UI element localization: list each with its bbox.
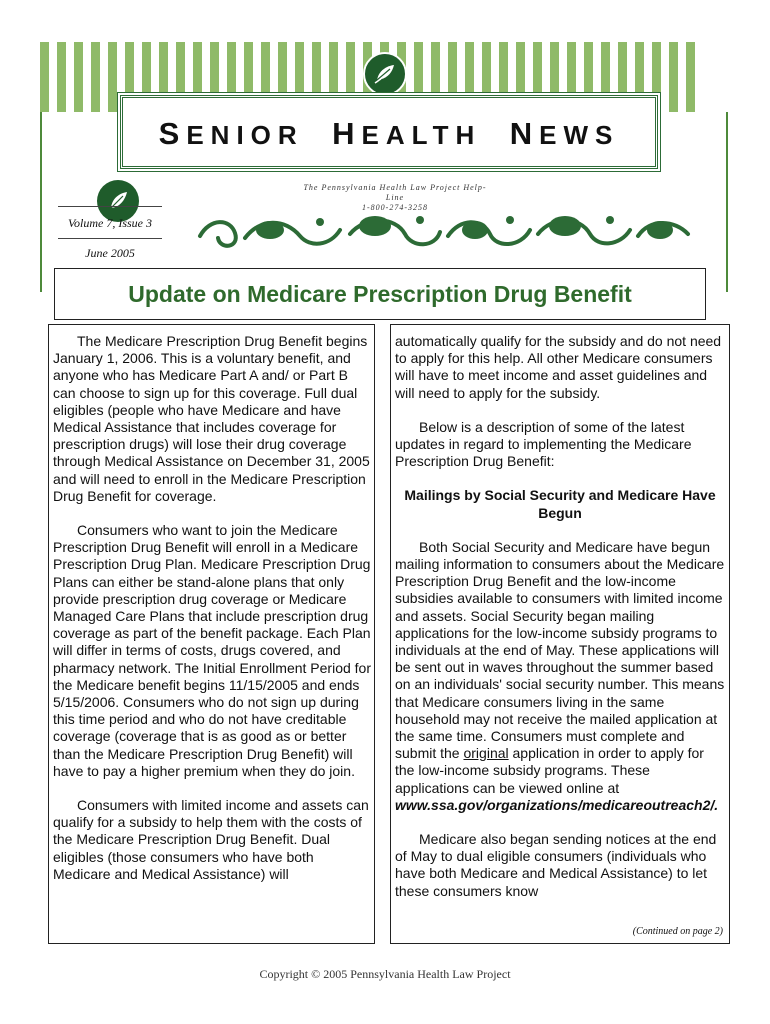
title-initial-n: N <box>509 116 540 151</box>
title-initial-s: S <box>158 116 187 151</box>
issue-date: June 2005 <box>85 246 135 260</box>
article-column-left <box>48 324 375 944</box>
paragraph: Medicare also began sending notices at the end of May to dual eligible consumers (individuals who have both Medicare and Medical Assistance) to let these consumers know <box>395 831 717 899</box>
frame-right-rule <box>726 112 728 292</box>
title-initial-h: H <box>332 116 362 151</box>
helpline-number: 1-800-274-3258 <box>362 203 428 212</box>
paragraph-text: Both Social Security and Medicare have begun mailing information to consumers about the Medicare Prescription Drug Benefit and the low-income subsidies available to consumers with limited income and assets. Social Security began mailing applications for the low-income subsidy programs to individuals at the end of May. These applications will be sent out in waves throughout the summer based on an individuals' social security number. This means that Medicare consumers living in the same household may not receive the mailed application at the same time. Consumers must complete and submit the <box>395 538 725 762</box>
title-word-senior: ENIOR <box>186 120 304 150</box>
masthead-title <box>123 116 655 152</box>
frame-left-rule <box>40 112 42 292</box>
banner-stripe <box>40 42 49 112</box>
paragraph: The Medicare Prescription Drug Benefit begins January 1, 2006. This is a voluntary benefit, and anyone who has Medicare Part A and/ or Part B can choose to sign up for this coverage. Full dual eligibles (people who have Medicare and have Medical Assistance that includes coverage for prescription drugs) will lose their drug coverage through Medical Assistance on December 31, 2005 and will need to enroll in the Medicare Prescription Drug Benefit for coverage. <box>53 333 370 504</box>
continued-note: (Continued on page 2) <box>632 926 723 937</box>
banner-stripe <box>57 42 66 112</box>
banner-stripe <box>108 42 117 112</box>
title-word-health: EALTH <box>361 120 482 150</box>
ssa-web-link[interactable]: www.ssa.gov/organizations/medicareoutreach2/. <box>395 796 719 813</box>
copyright-footer: Copyright © 2005 Pennsylvania Health Law Project <box>259 967 511 981</box>
issue-volume: Volume 7, Issue 3 <box>68 216 152 230</box>
divider <box>58 238 162 239</box>
divider <box>58 206 162 207</box>
leaf-logo-icon <box>363 52 407 96</box>
article-column-right <box>390 324 730 944</box>
paragraph: Consumers with limited income and assets can qualify for a subsidy to help them with the costs of the Medicare Prescription Drug Benefit. Dual eligibles (those consumers who have both Medicare and Medical Assistance) will <box>53 797 369 882</box>
article-headline: Update on Medicare Prescription Drug Benefit <box>128 281 632 307</box>
paragraph: Consumers who want to join the Medicare Prescription Drug Benefit will enroll in a Medicare Prescription Drug Plan. Medicare Prescription Drug Plans can either be stand-alone plans that only provide prescription drug coverage or Medicare Managed Care Plans that include prescription drug coverage as part of the benefit package. Each Plan will differ in terms of costs, drugs covered, and pharmacy network. The Initial Enrollment Period for the Medicare benefit begins 11/15/2005 and ends 5/15/2006. Consumers who do not sign up during this time period and who do not have creditable coverage (coverage that is as good as or better than the Medicare Prescription Drug Benefit) will have to pay a higher premium when they do join. <box>53 522 371 779</box>
banner-stripe <box>74 42 83 112</box>
headline-box <box>54 268 706 320</box>
banner-stripe <box>686 42 695 112</box>
paragraph: Below is a description of some of the latest updates in regard to implementing the Medicare Prescription Drug Benefit: <box>395 418 692 470</box>
paragraph <box>395 539 725 814</box>
helpline-org: The Pennsylvania Health Law Project Help-Line <box>303 183 487 202</box>
title-word-news: EWS <box>539 120 620 150</box>
masthead-title-box <box>120 95 658 169</box>
banner-stripe <box>91 42 100 112</box>
paragraph: automatically qualify for the subsidy and do not need to apply for this help. All other Medicare consumers will have to meet income and asset guidelines and will need to apply for the subsidy. <box>395 333 722 401</box>
section-subhead: Mailings by Social Security and Medicare Have Begun <box>404 487 716 521</box>
underlined-word: original <box>463 745 509 762</box>
paragraph-text: application in order to apply for the low-income subsidy programs. These applications can be viewed online at <box>395 745 704 796</box>
scroll-ornament-icon <box>190 208 698 258</box>
banner-stripe <box>669 42 678 112</box>
